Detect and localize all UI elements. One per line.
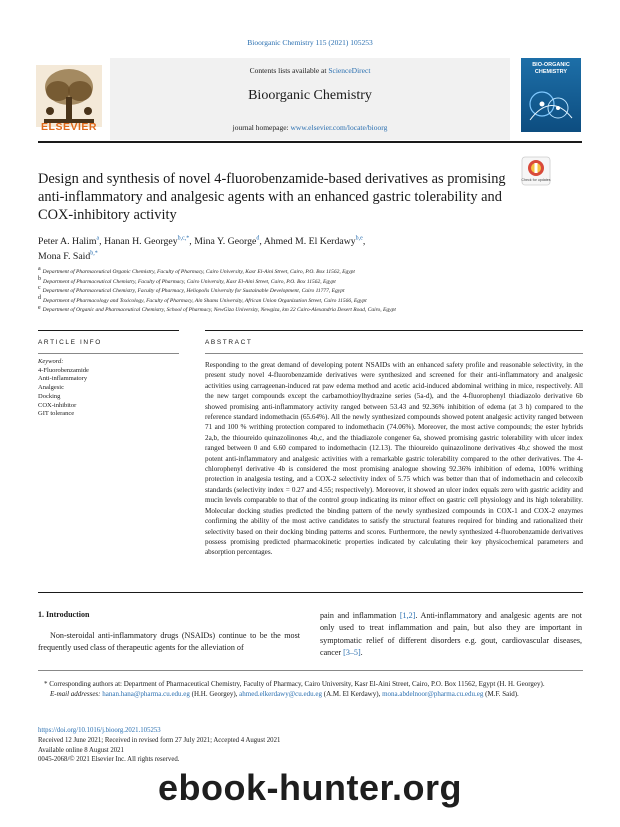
intro-text-a: pain and inflammation xyxy=(320,611,400,620)
keyword-item: Analgesic xyxy=(38,384,64,392)
affiliation-text: Department of Pharmaceutical Organic Chemistry, Faculty of Pharmacy, Cairo University, Kasr El-Aini Street, Cairo, P.O. Box 11562, Egypt xyxy=(42,269,355,275)
article-info-rule xyxy=(38,330,179,331)
author-list xyxy=(38,234,568,264)
author-affiliation-marker[interactable]: b,* xyxy=(90,250,98,257)
sciencedirect-link[interactable]: ScienceDirect xyxy=(328,66,371,75)
affiliation-letter: a xyxy=(38,266,41,273)
homepage-prefix: journal homepage: xyxy=(232,123,291,132)
citation-link[interactable]: [1,2] xyxy=(399,611,416,620)
author-separator: , xyxy=(362,236,366,247)
affiliation-item xyxy=(38,306,583,316)
affiliation-item xyxy=(38,268,583,278)
author-affiliation-marker[interactable]: b,c,* xyxy=(177,235,190,242)
email-link[interactable]: hanan.hana@pharma.cu.edu.eg xyxy=(102,689,190,698)
author-name[interactable]: Mona F. Said xyxy=(38,251,91,262)
watermark-text: ebook-hunter.org xyxy=(158,767,462,808)
affiliation-text: Department of Pharmaceutical Chemistry, Faculty of Pharmacy, Heliopolis University for Sustainable Development, Cairo 11777, Egypt xyxy=(42,288,345,295)
affiliation-item xyxy=(38,275,583,288)
article-metadata xyxy=(38,726,583,765)
keyword-item: GIT tolerance xyxy=(38,410,75,418)
contents-line xyxy=(110,66,510,75)
cover-title: BIO-ORGANIC CHEMISTRY xyxy=(532,62,570,75)
article-title: Design and synthesis of novel 4-fluorobenzamide-based derivatives as promising anti-inflammatory and analgesic agents with an enhanced gastric tolerability and COX-inhibitory activity xyxy=(38,171,506,223)
email-owner: (A.M. El Kerdawy), xyxy=(322,689,383,698)
author-separator: , xyxy=(259,236,264,247)
doi-link[interactable]: https://doi.org/10.1016/j.bioorg.2021.105253 xyxy=(38,727,161,734)
elsevier-wordmark: ELSEVIER xyxy=(41,121,97,133)
affiliation-letter: c xyxy=(38,285,41,292)
introduction-heading: 1. Introduction xyxy=(38,610,90,619)
citation-link[interactable]: [3–5] xyxy=(343,648,361,658)
keyword-item: Docking xyxy=(38,392,61,400)
author-affiliation-marker[interactable]: b,e xyxy=(355,235,363,242)
affiliation-item xyxy=(38,287,583,297)
homepage-link[interactable]: www.elsevier.com/locate/bioorg xyxy=(290,123,388,132)
article-info-subrule xyxy=(38,353,179,354)
email-label: E-mail addresses: xyxy=(50,689,103,698)
abstract-rule xyxy=(205,330,583,331)
intro-text-c: . xyxy=(360,648,363,658)
author-name[interactable]: Peter A. Halim xyxy=(38,236,97,247)
intro-text-b: . Anti-inflammatory and analgesic agents are not only used to treat inflammation and pain, but also they are important in symptomatic relief of different disorders e.g. gout, cardiovascular diseases, cancer xyxy=(320,611,582,658)
affiliation-text: Department of Pharmaceutical Chemistry, Faculty of Pharmacy, Cairo University, Kasr El-Aini Street, Cairo, P.O. Box 11562, Egypt xyxy=(43,278,336,285)
header-rule xyxy=(38,141,582,143)
homepage-line xyxy=(110,123,510,132)
keyword-item: Anti-inflammatory xyxy=(38,375,88,383)
crossmark-label: Check for updates xyxy=(521,178,551,182)
introduction-left-column: Non-steroidal anti-inflammatory drugs (NSAIDs) continue to be the most frequently used class of therapeutic agents for the alleviation of xyxy=(38,631,300,653)
corresponding-note: * Corresponding authors at: Department of Pharmaceutical Chemistry, Faculty of Pharmacy, Cairo University, Kasr El-Aini Street, Cairo, P.O. Box 11562, Egypt (H. H. Georgey). xyxy=(44,680,545,688)
keyword-item: 4-Fluorobenzamide xyxy=(38,366,89,374)
keyword-item: COX-inhibitor xyxy=(38,401,77,409)
author-name[interactable]: Ahmed M. El Kerdawy xyxy=(263,236,356,247)
footnote-rule xyxy=(38,670,583,671)
affiliation-text: Department of Organic and Pharmaceutical Chemistry, School of Pharmacy, NewGiza University, Newgiza, km 22 Cairo-Alexandria Desert Road, Cairo, Egypt xyxy=(42,307,396,314)
available-online: Available online 8 August 2021 xyxy=(38,746,124,754)
article-info-heading: ARTICLE INFO xyxy=(38,339,102,346)
keywords-label: Keyword: xyxy=(38,358,64,365)
corresponding-author-footnote xyxy=(38,680,583,699)
author-affiliation-marker[interactable]: a xyxy=(96,235,100,242)
affiliation-letter: d xyxy=(38,294,41,301)
abstract-text: Responding to the great demand of developing potent NSAIDs with an enhanced safety profile and reasonable selectivity, in the present study novel 4-fluorobenzamide derivatives were synthesized and screened for their anti-inflammatory and analgesic activities using carrageenan-induced rat paw edema method and acetic acid-induced abdominal writhing in mice, respectively. All the new target compounds except the carbamothioylhydrazine series (5a-d), and the 4-fluorophenyl thiadiazolo derivative 6b showed promising anti-inflammatory activity ranged between 53.43 and 92.36% inhibition of edema (at 3 h) compared to the reference standard indomethacin (65.64%). All the newly synthesized compounds showed potent analgesic activity ranged between 71 and 100 % writhing protection compared to indomethacin (74.06%). Moreover, the most active compounds; the ester hybrids 2a,b, the thioureido quinazolinones 4b,c, and the thiadiazole congener 6a, showed promising gastric tolerability with ulcer index ranged between 0 and 6.60 compared to indomethacin (12.13). The thioureido quinazolinone derivatives 4b,c showed the most potent anti-inflammatory and analgesic activities with a remarkable gastric tolerability compared to the other derivatives. The 4-chlorophenyl derivative 4b is considered the most promising analogue showing 92.36% inhibition of edema, 100% writhing protection in analgesia testing, and a COX-2 selectivity index of 5.75 which was better than that of indomethacin and celecoxib standards (selectivity index = 0.27 and 4.55; respectively). Moreover, it showed an ulcer index equals zero with gastric acidity and mucin levels comparable to that of the control group indicating its minor effect on gastric cell physiology and its high tolerability. Molecular docking studies predicted the binding pattern of the newly synthesized compounds in COX-1 and COX-2 enzymes confirming the ability of the most active candidates to satisfy the structural features required for binding and rationalized their selectivity based on their docking binding patterns and scores. Furthermore, the newly synthesized 4-fluorobenzamide derivatives possess promising predicted pharmacokinetic properties indicated by calculating their key physicochemical parameters and absorption percentages. xyxy=(205,361,583,557)
affiliation-item xyxy=(38,294,583,307)
copyright-line: 0045-2068/© 2021 Elsevier Inc. All rights reserved. xyxy=(38,756,180,764)
journal-title: Bioorganic Chemistry xyxy=(248,88,372,103)
abstract-bottom-rule xyxy=(38,592,583,593)
email-owner: (H.H. Georgey), xyxy=(189,689,240,698)
author-separator: , xyxy=(99,236,105,247)
affiliation-list xyxy=(38,268,583,316)
email-line xyxy=(38,690,583,700)
author-name[interactable]: Mina Y. George xyxy=(194,236,257,247)
email-link[interactable]: mona.abdelnoor@pharma.cu.edu.eg xyxy=(382,689,484,698)
cover-molecule-graphic xyxy=(524,82,578,128)
affiliation-letter: b xyxy=(38,275,41,282)
affiliation-letter: e xyxy=(38,304,41,311)
abstract-subrule xyxy=(205,353,583,354)
email-owner: (M.F. Said). xyxy=(483,689,519,698)
contents-prefix: Contents lists available at xyxy=(249,66,329,75)
email-link[interactable]: ahmed.elkerdawy@cu.edu.eg xyxy=(239,689,322,698)
introduction-right-column xyxy=(320,610,582,660)
journal-reference[interactable]: Bioorganic Chemistry 115 (2021) 105253 xyxy=(247,38,373,47)
author-separator: , xyxy=(189,236,195,247)
author-name[interactable]: Hanan H. Georgey xyxy=(104,236,178,247)
received-dates: Received 12 June 2021; Received in revised form 27 July 2021; Accepted 4 August 2021 xyxy=(38,736,281,744)
affiliation-text: Department of Pharmacology and Toxicology, Faculty of Pharmacy, Ain Shams University, African Union Organization Street, Cairo 11566, Egypt xyxy=(43,297,367,304)
abstract-heading: ABSTRACT xyxy=(205,339,253,346)
author-affiliation-marker[interactable]: d xyxy=(256,235,260,242)
keyword-block xyxy=(38,358,179,419)
keyword-list xyxy=(38,367,179,419)
